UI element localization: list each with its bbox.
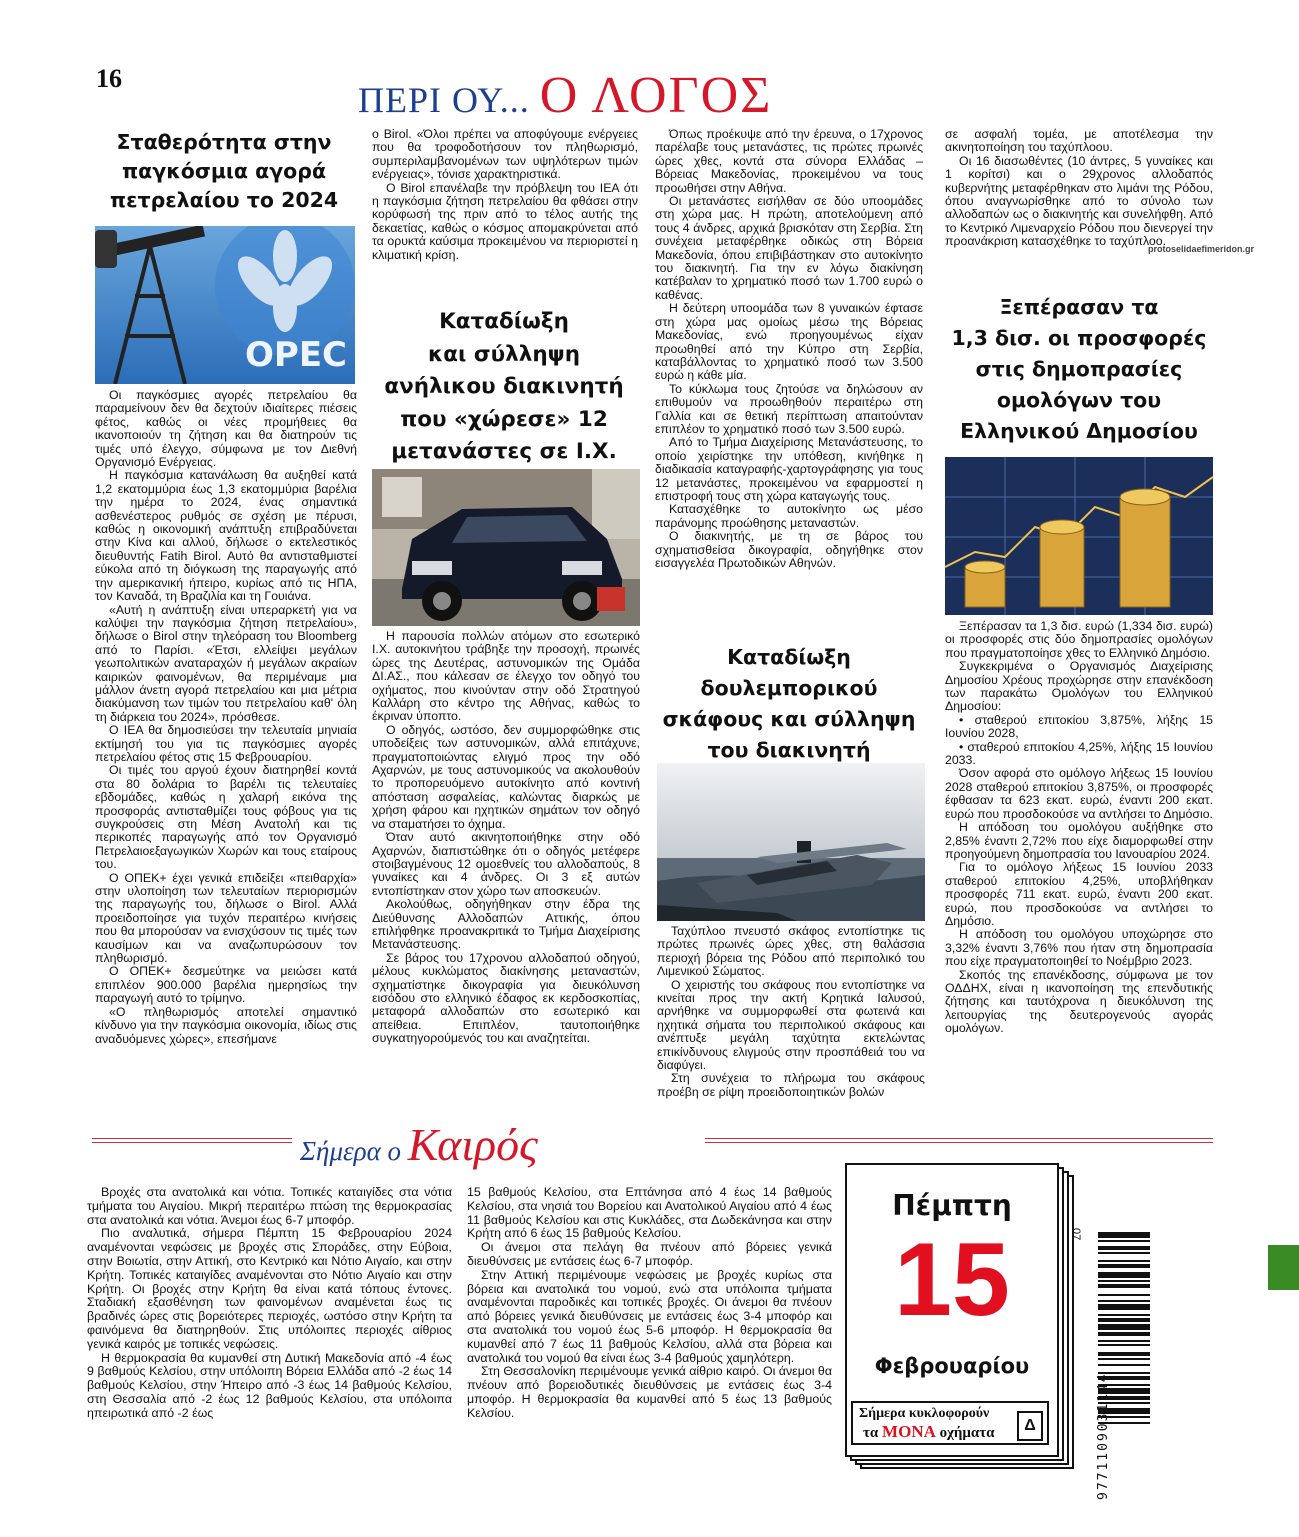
boat-photo	[657, 763, 925, 921]
weather-rule-right	[705, 1138, 1213, 1139]
article4-body	[945, 620, 1213, 1036]
barcode-bar	[1098, 1344, 1150, 1346]
weather-paragraph: Οι άνεμοι στα πελάγη θα πνέουν από βόρειες γενικά διευθύνσεις με εντάσεις έως 6-7 μποφόρ.	[467, 1240, 832, 1268]
vehicle-restriction-mona: ΜΟΝΑ	[882, 1422, 936, 1441]
article2-paragraph: Ο οδηγός, ωστόσο, δεν συμμορφώθηκε στις υποδείξεις των αστυνομικών, αλλά επιτάχυνε, πραγματοποιώντας ελιγμό προς την οδό Αχαρνών, με τους αστυνομικούς να ακολουθούν το προπορευόμενο αυτοκίνητο από κοντινή απόσταση ασφαλείας, καλώντας διαρκώς με χρήση φάρου και ηχητικών σημάτων τον οδηγό να σταματήσει το όχημα.	[372, 722, 640, 831]
article2-paragraph: Κατασχέθηκε το αυτοκίνητο ως μέσο παράνομης προώθησης μεταναστών.	[655, 502, 923, 530]
article4-title	[945, 292, 1213, 447]
weather-paragraph: Βροχές στα ανατολικά και νότια. Τοπικές καταιγίδες στα νότια τμήματα του Αιγαίου. Μικρή περαιτέρω πτώση της θερμοκρασίας στα ανατολικά και νότια. Άνεμοι έως 6-7 μποφόρ.	[87, 1185, 452, 1227]
article4-title-line: Ελληνικού Δημοσίου	[960, 419, 1198, 443]
weather-rule-left	[92, 1138, 292, 1139]
article2-body	[372, 630, 640, 1046]
calendar-sheet	[845, 1163, 1059, 1457]
barcode-bar	[1098, 1352, 1150, 1356]
barcode-bar	[1098, 1264, 1150, 1268]
article2-title-line: Καταδίωξη	[439, 309, 569, 334]
article1-paragraph: Οι παγκόσμιες αγορές πετρελαίου θα παραμείνουν δεν θα δεχτούν ιδιαίτερες πιέσεις φέτος, καθώς οι νέες προμήθειες θα ικανοποιούν τη ζήτηση και θα διατηρούν τις τιμές υπό έλεγχο, σύμφωνα με τον Διεθνή Οργανισμό Ενέργειας.	[95, 388, 357, 470]
article2-title-line: και σύλληψη	[427, 341, 581, 367]
article1-paragraph: Οι τιμές του αργού έχουν διατηρηθεί κοντά στα 80 δολάρια το βαρέλι τις τελευταίες εβδομάδες, καθώς η χαλαρή εικόνα της προσφοράς αντισταθμίζει τους φόβους για τις συγκρούσεις στη Μέση Ανατολή και τις περικοπές παραγωγής από τον Οργανισμό Πετρελαιοεξαγωγικών Χωρών και τους εταίρους του.	[95, 763, 357, 872]
watermark: protoselidaefimeridon.gr	[1148, 244, 1255, 254]
calendar-date: 15	[894, 1222, 1010, 1338]
weather-paragraph: Η θερμοκρασία θα κυμανθεί στη Δυτική Μακεδονία από -4 έως 9 βαθμούς Κελσίου, στην υπόλοιπη Βόρεια Ελλάδα από -2 έως 14 βαθμούς Κελσίου, στην Ήπειρο από -3 έως 14 βαθμούς Κελσίου, στη Θεσσαλία από -2 έως 12 βαθμούς Κελσίου, στα υπόλοιπα ηπειρωτικά από -2 έως	[87, 1350, 452, 1420]
article4-paragraph: Η απόδοση του ομολόγου αυξήθηκε στο 2,85% έναντι 2,72% που είχε διαμορφωθεί στην προηγούμενη δημοπρασία του Ιανουαρίου 2024.	[945, 820, 1213, 861]
barcode-bar	[1098, 1232, 1150, 1238]
article4-paragraph: Η απόδοση του ομολόγου υποχώρησε στο 3,32% έναντι 3,76% που ήταν στη δημοπρασία που είχε πραγματοποιηθεί το Νοέμβριο 2023.	[945, 927, 1213, 969]
article3-paragraph: Ο χειριστής του σκάφους που εντοπίστηκε να κινείται προς την ακτή Κρητικά Ιαλυσού, αρνήθηκε να συμμορφωθεί στα φωτεινά και ηχητικά σήματα του περιπολικού σκάφους και ανέπτυξε μεγάλη ταχύτητα εκτελώντας επικίνδυνους ελιγμούς στην προσπάθειά του να διαφύγει.	[657, 977, 925, 1073]
article4-title-line: στις δημοπρασίες	[975, 357, 1183, 381]
barcode-bar	[1098, 1272, 1150, 1278]
weather-title	[300, 1118, 538, 1171]
article1-title	[95, 128, 353, 215]
vehicle-restriction-box	[851, 1401, 1049, 1445]
weather-paragraph: 15 βαθμούς Κελσίου, στα Επτάνησα από 4 έως 14 βαθμούς Κελσίου, στα νησιά του Βορείου και Ανατολικού Αιγαίου από 4 έως 11 βαθμούς Κελσίου και στις Κυκλάδες, στα Δωδεκάνησα και στην Κρήτη από 6 έως 15 βαθμούς Κελσίου.	[467, 1185, 832, 1241]
barcode-bar	[1098, 1318, 1150, 1322]
weather-rule-left	[92, 1142, 292, 1143]
article1-paragraph: «Ο πληθωρισμός αποτελεί σημαντικό κίνδυνο για την παγκόσμια οικονομία, ιδίως στις αναδυόμενες χώρες», επεσήμανε	[95, 1004, 357, 1046]
masthead	[358, 66, 772, 125]
article4-paragraph: Ξεπέρασαν τα 1,3 δισ. ευρώ (1,334 δισ. ευρώ) οι προσφορές στις δύο δημοπρασίες ομολόγων που πραγματοποίησε χθες το Ελληνικό Δημόσιο.	[945, 619, 1213, 660]
article3-paragraph: σε ασφαλή τομέα, με αποτέλεσμα την ακινητοποίηση του ταχύπλοου.	[945, 127, 1213, 155]
article2-paragraph: Η δεύτερη υποομάδα των 8 γυναικών έφτασε στη χώρα μας ομοίως μέσω της Βόρειας Μακεδονίας, ενώ προηγουμένως είχαν προωθηθεί από την Κύπρο στη Σερβία, καταβάλλοντας το χρηματικό ποσό των 3.500 ευρώ η κάθε μία.	[655, 301, 923, 383]
weather-column-2	[467, 1186, 832, 1421]
article3-body-continued	[945, 128, 1213, 249]
article1-title-line: Σταθερότητα στην	[116, 130, 332, 154]
calendar-month: Φεβρουαρίου	[874, 1354, 1030, 1378]
vehicle-restriction-pre: τα	[863, 1425, 883, 1441]
article2-title-line: που «χώρεσε» 12	[400, 406, 608, 432]
masthead-part1: ΠΕΡΙ ΟΥ...	[358, 80, 540, 120]
article4-title-line: 1,3 δισ. οι προσφορές	[951, 326, 1207, 350]
barcode-bar	[1098, 1358, 1150, 1360]
masthead-part2: Ο ΛΟΓΟΣ	[539, 67, 773, 124]
article2-body-continued	[655, 128, 923, 570]
barcode-bar	[1098, 1294, 1150, 1296]
weather-rule-right	[705, 1142, 1213, 1143]
article2-paragraph: Ο διακινητής, με τη σε βάρος του σχηματισθείσα δικογραφία, οδηγήθηκε στον εισαγγελέα Πρωτοδικών Αθηνών.	[655, 529, 923, 570]
barcode-bar	[1098, 1260, 1150, 1262]
barcode-bar	[1098, 1240, 1150, 1242]
article1-paragraph: Ο Birol επανέλαβε την πρόβλεψη του ΙΕΑ ότι η παγκόσμια ζήτηση πετρελαίου θα φθάσει στην κορύφωσή της πριν από το τέλος αυτής της δεκαετίας, καθώς ο κόσμος απομακρύνεται από τα ορυκτά καύσιμα προκειμένου να περιοριστεί η κλιματική κρίση.	[372, 180, 638, 262]
weather-paragraph: Στην Αττική περιμένουμε νεφώσεις με βροχές κυρίως στα βόρεια και ανατολικά του νομού, ενώ στα υπόλοιπα τμήματα αναμένονται παροδικές και τοπικές βροχές. Οι άνεμοι θα πνέουν από βόρειες γενικά διευθύνσεις με εντάσεις έως 3-4 μποφόρ και στα ανατολικά του νομού έως 5-6 μποφόρ. Η θερμοκρασία θα κυμανθεί από 7 έως 11 βαθμούς Κελσίου, αλλά στα βόρεια και ανατολικά του νομού θα είναι έως 3-4 βαθμούς χαμηλότερη.	[467, 1267, 832, 1365]
article1-body-continued	[372, 128, 638, 262]
article1-paragraph: Ο ΙΕΑ θα δημοσιεύσει την τελευταία μηνιαία εκτίμησή του για τις παγκόσμιες αγορές πετρελαίου φέτος στις 15 Φεβρουαρίου.	[95, 723, 357, 764]
article4-paragraph: Συγκεκριμένα ο Οργανισμός Διαχείρισης Δημοσίου Χρέους προχώρησε στην επανέκδοση των παρακάτω Ομολόγων του Ελληνικού Δημοσίου:	[945, 659, 1213, 714]
barcode-bar	[1098, 1252, 1150, 1254]
barcode-bar	[1098, 1300, 1150, 1302]
article2-paragraph: Σε βάρος του 17χρονου αλλοδαπού οδηγού, μέλους κυκλώματος διακίνησης μεταναστών, σχηματίστηκε δικογραφία για διευκόλυνση εισόδου στο ελληνικό έδαφος εκ κερδοσκοπίας, μεταφορά αλλοδαπών στο εσωτερικό και απείθεια. Επιπλέον, ταυτοποιήθηκε συγκατηγορούμενός του και αναζητείται.	[372, 950, 640, 1046]
article1-paragraph: Η παγκόσμια κατανάλωση θα αυξηθεί κατά 1,2 εκατομμύρια έως 1,3 εκατομμύρια βαρέλια την ημέρα το 2024, ένας σημαντικά ασθενέστερος ρυθμός σε σχέση με πέρυσι, καθώς η οικονομική ανάπτυξη επιβραδύνεται στην Κίνα και αλλού, δήλωσε ο εκτελεστικός διευθυντής Fatih Birol. Αυτό θα αντισταθμιστεί εύκολα από τη διόγκωση της παραγωγής από την αμερικανική ήπειρο, κυρίως από τις ΗΠΑ, τον Καναδά, τη Βραζιλία και τη Γουιάνα.	[95, 468, 357, 604]
article2-title	[368, 306, 640, 469]
barcode-bar	[1098, 1324, 1150, 1330]
article3-title-line: δουλεμπορικού	[700, 676, 878, 700]
article1-paragraph: ο Birol. «Όλοι πρέπει να αποφύγουμε ενέργειες που θα τροφοδοτήσουν τον πληθωρισμό, συμπεριλαμβανομένων των υψηλότερων τιμών ενέργειας», τόνισε χαρακτηριστικά.	[372, 127, 638, 182]
barcode-bar	[1098, 1340, 1150, 1342]
barcode-bar	[1098, 1364, 1150, 1366]
coins-photo	[945, 457, 1213, 615]
article1-title-line: πετρελαίου το 2024	[109, 188, 339, 212]
vehicle-restriction-line1: Σήμερα κυκλοφορούν	[859, 1406, 990, 1421]
article3-title-line: σκάφους και σύλληψη	[662, 707, 916, 731]
article2-paragraph: Από το Τμήμα Διαχείρισης Μετανάστευσης, το οποίο χειρίστηκε την υπόθεση, κινήθηκε η διαδικασία καταγραφής-χαρτογράφησης για τους 12 μετανάστες, προκειμένου να εφαρμοστεί η επιστροφή τους στη χώρα καταγωγής τους.	[655, 435, 923, 503]
article4-paragraph: • σταθερού επιτοκίου 3,875%, λήξης 15 Ιουνίου 2028,	[945, 712, 1213, 741]
weather-title-part1: Σήμερα ο	[300, 1136, 408, 1166]
article4-paragraph: Για το ομόλογο λήξεως 15 Ιουνίου 2033 σταθερού επιτοκίου 4,25%, υποβλήθηκαν προσφορές 711 εκατ. ευρώ, έναντι 200 εκατ. ευρώ, που προσδοκούσε να αντλήσει το Δημόσιο.	[945, 860, 1213, 928]
article2-paragraph: Η παρουσία πολλών ατόμων στο εσωτερικό Ι.Χ. αυτοκινήτου τράβηξε την προσοχή, πρωινές ώρες της Δευτέρας, αστυνομικών της Ομάδα ΔΙ.ΑΣ., που κάλεσαν σε έλεγχο τον οδηγό του οχήματος, που κινούνταν στην οδό Στρατηγού Καλλάρη στο κέντρο της Αθήνας, καθώς το έκριναν ύποπτο.	[372, 629, 640, 724]
svg-text:OPEC: OPEC	[245, 335, 347, 375]
article3-paragraph: Στη συνέχεια το πλήρωμα του σκάφους προέβη σε ρίψη προειδοποιητικών βολών	[657, 1071, 925, 1099]
article3-title-line: του διακινητή	[707, 738, 871, 762]
article2-paragraph: Όταν αυτό ακινητοποιήθηκε στην οδό Αχαρνών, διαπιστώθηκε ότι ο οδηγός μετέφερε στοιβαγμένους 12 ομοεθνείς του αλλοδαπούς, 8 γυναίκες και 4 άνδρες. Οι 3 εξ αυτών εντοπίστηκαν στον χώρο των αποσκευών.	[372, 830, 640, 898]
article4-title-line: ομολόγων του	[996, 388, 1162, 412]
article3-paragraph: Οι 16 διασωθέντες (10 άντρες, 5 γυναίκες και 1 κορίτσι) και ο 29χρονος αλλοδαπός κυβερνήτης μεταφέρθηκαν στο λιμάνι της Ρόδου, όπου αναγνωρίσθηκε από το σύνολο των αλλοδαπών ως ο διακινητής και συνελήφθη. Από το Κεντρικό Λιμεναρχείο Ρόδου που διενεργεί την προανάκριση κατασχέθηκε το ταχύπλοο.	[945, 153, 1213, 249]
weather-paragraph: Στη Θεσσαλονίκη περιμένουμε γενικά αίθριο καιρό. Οι άνεμοι θα πνέουν από βορειοδυτικές διευθύνσεις με εντάσεις έως 3-4 μποφόρ. Η θερμοκρασία θα κυμανθεί από 5 έως 13 βαθμούς Κελσίου.	[467, 1364, 832, 1420]
article3-title	[655, 642, 923, 766]
barcode-bar	[1098, 1246, 1150, 1250]
weather-paragraph: Πιο αναλυτικά, σήμερα Πέμπτη 15 Φεβρουαρίου 2024 αναμένονται νεφώσεις με βροχές στις Σποράδες, στην Εύβοια, στην Βοιωτία, στην Αττική, στο Κεντρικό και Νότιο Αιγαίο, και στην Κρήτη. Τοπικές καταιγίδες αναμένονται στο Νότιο Αιγαίο και στην Κρήτη. Οι βροχές στην Κρήτη θα είναι κατά τόπους έντονες. Σταδιακή εξασθένηση των φαινομένων αναμένεται έως τις βραδινές ώρες στις βορειότερες περιοχές, ωστόσο στην Κρήτη τα φαινόμενα θα διατηρηθούν. Στις υπόλοιπες περιοχές αίθριος γενικά καιρός με τοπικές νεφώσεις.	[87, 1226, 452, 1351]
article2-paragraph: Το κύκλωμα τους ζητούσε να δηλώσουν αν επιθυμούν να προωθηθούν περαιτέρω στη Γαλλία και σε θετική περίπτωση απαιτούνταν επιπλέον το χρηματικό ποσό των 3.500 ευρώ.	[655, 381, 923, 436]
vehicle-restriction-post: οχήματα	[935, 1425, 995, 1441]
article2-paragraph: Οι μετανάστες εισήλθαν σε δύο υποομάδες στη χώρα μας. Η πρώτη, αποτελούμενη από τους 4 άνδρες, αρχικά βρισκόταν στη Σερβία. Στη συνέχεια μεταφέρθηκε οδικώς στη Βόρεια Μακεδονία, όπου επιβιβάστηκαν στο αυτοκίνητο του διακινητή. Για την εν λόγω διακίνηση κατέβαλαν το χρηματικό ποσό των 1.700 ευρώ ο καθένας.	[655, 194, 923, 302]
article1-paragraph: Ο ΟΠΕΚ+ έχει γενικά επιδείξει «πειθαρχία» στην υλοποίηση των τελευταίων περιορισμών της παραγωγής του, δήλωσε ο Birol. Αλλά προειδοποίησε για τυχόν περαιτέρω κινήσεις που θα μπορούσαν να ενισχύσουν τις τιμές των καυσίμων και να αναζωπυρώσουν τον πληθωρισμό.	[95, 870, 357, 966]
article3-title-line: Καταδίωξη	[727, 645, 851, 669]
article4-paragraph: • σταθερού επιτοκίου 4,25%, λήξης 15 Ιουνίου 2033.	[945, 739, 1213, 768]
barcode-bar	[1098, 1314, 1150, 1316]
weather-column-1	[87, 1186, 452, 1421]
article1-body	[95, 389, 357, 1046]
article2-paragraph: Όπως προέκυψε από την έρευνα, ο 17χρονος παρέλαβε τους μετανάστες, τις πρώτες πρωινές ώρες χθες, κοντά στα σύνορα Ελλάδας – Βόρειας Μακεδονίας, προκειμένου να τους προωθήσει στην Αθήνα.	[655, 127, 923, 195]
article4-paragraph: Όσον αφορά στο ομόλογο λήξεως 15 Ιουνίου 2028 σταθερού επιτοκίου 3,875%, οι προσφορές έφθασαν τα 623 εκατ. ευρώ, έναντι 200 εκατ. ευρώ που προσδοκούσε να αντλήσει το Δημόσιο.	[945, 766, 1213, 821]
article1-title-line: παγκόσμια αγορά	[121, 159, 327, 183]
article3-paragraph: Ταχύπλοο πνευστό σκάφος εντοπίστηκε τις πρώτες πρωινές ώρες χθες, στη θαλάσσια περιοχή βόρεια της Ρόδου από περιπολικό του Λιμενικού Σώματος.	[657, 924, 925, 979]
article4-paragraph: Σκοπός της επανέκδοσης, σύμφωνα με τον ΟΔΔΗΧ, είναι η ικανοποίηση της επενδυτικής ζήτησης και ταυτόχρονα η διευκόλυνση της λειτουργίας της δευτερογενούς αγοράς ομολόγων.	[945, 967, 1213, 1036]
article4-title-line: Ξεπέρασαν τα	[999, 295, 1159, 319]
barcode-bar	[1098, 1332, 1150, 1336]
calendar-day: Πέμπτη	[892, 1189, 1012, 1222]
article2-paragraph: Ακολούθως, οδηγήθηκαν στην έδρα της Διεύθυνσης Αλλοδαπών Αττικής, όπου επιλήφθηκε προανακριτικά το Τμήμα Διαχείρισης Μετανάστευσης.	[372, 897, 640, 952]
barcode-bar	[1098, 1284, 1150, 1288]
car-photo	[372, 469, 640, 626]
vehicle-restriction-badge: Δ	[1017, 1411, 1043, 1441]
barcode-issue: 07	[1070, 1228, 1082, 1241]
article2-title-line: ανήλικου διακινητή	[384, 374, 624, 399]
article2-title-line: μετανάστες σε Ι.Χ.	[391, 439, 617, 464]
barcode-bar	[1098, 1304, 1150, 1310]
article1-paragraph: «Αυτή η ανάπτυξη είναι υπεραρκετή για να καλύψει την παγκόσμια ζήτηση πετρελαίου», δήλωσε ο Birol στην τηλεόραση του Bloomberg από το Παρίσι. «Έτσι, ελλείψει μεγάλων γεωπολιτικών αναταραχών ή μεγάλων ακραίων καιρικών φαινομένων, θα περιμέναμε μια μάλλον άνετη αγορά πετρελαίου και μια μέτρια διακύμανση των τιμών του πετρελαίου καθ' όλη τη διάρκεια του 2024», πρόσθεσε.	[95, 602, 357, 724]
barcode-bar	[1098, 1280, 1150, 1282]
page-tab	[1268, 1245, 1299, 1290]
page-number: 16	[96, 64, 122, 93]
barcode-number: 9771109031144	[1096, 1372, 1111, 1500]
opec-photo	[95, 226, 355, 384]
article3-body	[657, 925, 925, 1099]
article1-paragraph: Ο ΟΠΕΚ+ δεσμεύτηκε να μειώσει κατά επιπλέον 900.000 βαρέλια ημερησίως την παραγωγή αυτό το τρίμηνο.	[95, 964, 357, 1006]
weather-title-part2: Καιρός	[407, 1119, 538, 1170]
